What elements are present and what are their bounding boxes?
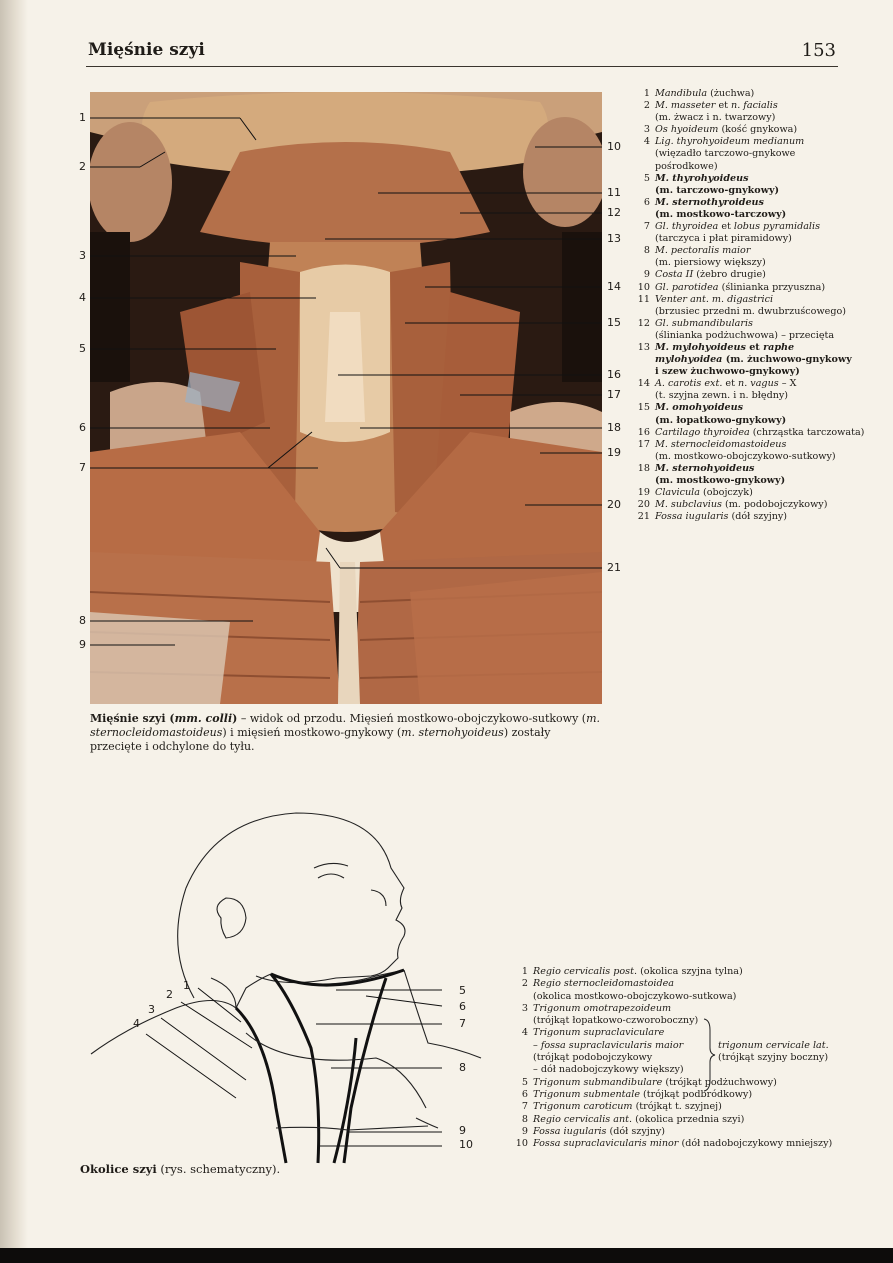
region-legend-line [512, 1138, 832, 1150]
legend-text-part: A. carotis ext. [655, 378, 723, 390]
legend-entry-text [655, 269, 766, 281]
legend-entry-line [628, 463, 864, 475]
legend-text-part: Mandibula [655, 88, 708, 99]
diagram-caption-rest: (rys. schematyczny). [156, 1162, 281, 1176]
legend-text-part: (m. mostkowo-gnykowy) [655, 475, 786, 486]
diagram-caption [80, 1162, 280, 1176]
legend-entry-number: 19 [637, 487, 650, 499]
legend-text-part: Clavicula [655, 487, 700, 499]
brace-label-polish: (trójkąt szyjny boczny) [718, 1052, 829, 1064]
legend-text-part: et [745, 341, 764, 353]
region-legend-text [533, 1064, 684, 1076]
legend-entry-number [628, 209, 655, 221]
legend-entry-number: 16 [637, 426, 650, 438]
legend-entry-number: 5 [643, 172, 650, 184]
legend-entry-number: 13 [637, 341, 650, 353]
legend-entry-text [655, 209, 786, 221]
legend-entry-text [655, 439, 786, 451]
region-legend-number [512, 1052, 533, 1064]
legend-entry-number: 11 [637, 293, 650, 305]
legend-entry-line [628, 511, 864, 523]
legend-text-part: M. subclavius [655, 499, 722, 511]
legend-text-part: (chrząstka tarczowata) [749, 426, 865, 438]
legend-entry-text [655, 282, 825, 294]
region-legend-text-part: Trigonum submentale [533, 1088, 640, 1100]
legend-entry-text [655, 318, 753, 330]
legend-entry-number [628, 390, 655, 402]
legend-entry-number: 17 [637, 438, 650, 450]
region-legend-line [512, 1101, 832, 1113]
legend-entry-text [655, 161, 718, 173]
legend-entry-number: 8 [643, 245, 650, 257]
region-legend-text-part: Regio sternocleidomastoidea [533, 978, 675, 990]
legend-entry-line [628, 475, 864, 487]
region-legend-text [533, 1040, 683, 1052]
legend-text-part: Lig. thyrohyoideum medianum [655, 136, 805, 148]
legend-text-part: n. vagus [738, 378, 779, 390]
region-legend-number [512, 991, 533, 1003]
legend-entry-line [628, 499, 864, 511]
region-legend-text [533, 1052, 652, 1064]
legend-entry-number [628, 415, 655, 427]
region-legend-text-part: Fossa supraclavicularis minor [533, 1138, 679, 1150]
diagram-label-10: 10 [459, 1138, 473, 1151]
legend-entry-line [628, 100, 864, 112]
legend-entry-line [628, 257, 864, 269]
region-legend-text [533, 1138, 832, 1150]
region-legend-line [512, 1027, 832, 1039]
region-legend-text [533, 1077, 777, 1089]
legend-text-part: Venter ant. m. digastrici [655, 293, 774, 305]
legend-entry-line [628, 427, 864, 439]
region-legend-line [512, 978, 832, 990]
legend-text-part: et [718, 221, 734, 233]
region-legend-text-part: (trójkąt podbródkowy) [640, 1088, 753, 1100]
caption-text-part: m. sternocleidomastoideus [90, 712, 601, 739]
legend-text-part: raphe [763, 341, 795, 353]
legend-entry-line [628, 112, 864, 124]
page-number: 153 [801, 40, 836, 61]
legend-entry-line [628, 378, 864, 390]
legend-entry-line [628, 197, 864, 209]
legend-text-part: M. sternocleidomastoideus [655, 438, 787, 450]
photo-callout-12: 12 [607, 206, 621, 219]
legend-text-part: (m. żuchwowo-gnykowy [722, 354, 852, 366]
region-legend-number: 1 [521, 966, 528, 977]
legend-entry-line [628, 294, 864, 306]
region-legend-text-part: Regio cervicalis post. [533, 966, 638, 977]
legend-entry-line [628, 402, 864, 414]
legend-entry-text [655, 354, 852, 366]
region-legend-text [533, 966, 743, 978]
region-legend-text-part: (okolica mostkowo-obojczykowo-sutkowa) [533, 990, 737, 1002]
region-legend-text-part: Trigonum submandibulare [533, 1076, 663, 1088]
caption-text-part: ) [232, 712, 238, 725]
legend-entry-text [655, 366, 800, 378]
caption-text-part: Mięśnie szyi ( [90, 712, 175, 725]
legend-entry-number: 4 [643, 136, 650, 148]
legend-entry-text [655, 233, 792, 245]
legend-entry-text [655, 415, 786, 427]
legend-text-part: (ślinianka podżuchwowa) – przecięta [655, 329, 835, 341]
legend-text-part: (żebro drugie) [693, 269, 766, 281]
photo-callout-14: 14 [607, 280, 621, 293]
legend-entry-text [655, 294, 773, 306]
legend-entry-text [655, 475, 785, 487]
legend-entry-line [628, 342, 864, 354]
legend-text-part: et [715, 100, 732, 112]
legend-entry-number [628, 330, 655, 342]
legend-entry-text [655, 427, 864, 439]
photo-callout-10: 10 [607, 140, 621, 153]
region-legend-number: 5 [521, 1076, 528, 1088]
legend-entry-line [628, 487, 864, 499]
page-title: Mięśnie szyi [88, 40, 205, 60]
legend-entry-text [655, 378, 796, 390]
region-legend-text [533, 1126, 665, 1138]
region-legend-line [512, 1114, 832, 1126]
legend-entry-number: 21 [637, 511, 650, 523]
legend-text-part: Gl. parotidea [655, 281, 719, 293]
caption-text-part: – widok od przodu. Mięsień mostkowo-obojczykowo-sutkowy ( [237, 712, 587, 725]
legend-text-part: (m. mostkowo-tarczowy) [655, 208, 787, 220]
diagram-label-1: 1 [183, 979, 190, 992]
legend-entry-line [628, 306, 864, 318]
brace-label [718, 1040, 829, 1065]
region-legend-number: 8 [521, 1113, 528, 1125]
caption-text-part: m. sternohyoideus [401, 726, 504, 739]
legend-entry-text [655, 112, 775, 124]
region-legend-line [512, 1126, 832, 1138]
legend-text-part: (m. mostkowo-obojczykowo-sutkowy) [655, 450, 836, 462]
region-legend-text-part: (trójkąt łopatkowo-czworoboczny) [533, 1015, 699, 1027]
legend-text-part: (m. podobojczykowy) [721, 499, 828, 511]
photo-callout-1: 1 [79, 111, 86, 124]
region-legend-text-part: Trigonum supraclaviculare [533, 1027, 665, 1039]
legend-text-part: – X [778, 378, 797, 390]
legend-text-part: Cartilago thyroidea [655, 426, 750, 438]
legend-entry-line [628, 148, 864, 160]
legend-text-part: pośrodkowe) [655, 160, 718, 172]
legend-entry-text [655, 148, 795, 160]
region-legend-text-part: Trigonum omotrapezoideum [533, 1002, 672, 1014]
legend-text-part: (kość gnykowa) [718, 124, 798, 136]
diagram-label-6: 6 [459, 1000, 466, 1013]
legend-entry-text [655, 499, 827, 511]
caption-text-part: ) i mięsień mostkowo-gnykowy ( [222, 726, 402, 739]
legend-entry-number: 14 [637, 378, 650, 390]
photo-legend [628, 88, 864, 523]
region-legend-text [533, 1015, 698, 1027]
diagram-label-9: 9 [459, 1124, 466, 1137]
photo-callout-13: 13 [607, 232, 621, 245]
legend-entry-number: 1 [643, 88, 650, 99]
legend-text-part: M. pectoralis maior [655, 245, 751, 257]
legend-entry-text [655, 124, 797, 136]
region-legend-text-part: (dół nadobojczykowy mniejszy) [678, 1138, 833, 1150]
region-legend-text [533, 1114, 744, 1126]
legend-entry-line [628, 269, 864, 281]
legend-entry-text [655, 451, 836, 463]
legend-entry-line [628, 451, 864, 463]
caption-text-part: ) zostały przecięte i odchylone do tyłu. [90, 726, 551, 753]
legend-text-part: (m. tarczowo-gnykowy) [655, 184, 780, 196]
legend-text-part: Gl. thyroidea [655, 221, 719, 233]
region-legend-text [533, 991, 736, 1003]
photo-callout-3: 3 [79, 249, 86, 262]
legend-text-part: Os hyoideum [655, 124, 719, 136]
photo-caption [90, 712, 602, 754]
legend-entry-line [628, 173, 864, 185]
legend-entry-number: 12 [637, 317, 650, 329]
legend-text-part: (tarczyca i płat piramidowy) [655, 233, 792, 245]
legend-entry-line [628, 124, 864, 136]
legend-entry-text [655, 390, 788, 402]
photo-callout-21: 21 [607, 561, 621, 574]
legend-entry-text [655, 306, 846, 318]
region-legend-text-part: (trójkąt podobojczykowy [533, 1052, 653, 1064]
legend-text-part: M. omohyoideus [655, 402, 744, 414]
diagram-label-3: 3 [148, 1003, 155, 1016]
legend-entry-line [628, 245, 864, 257]
region-legend-text-part: (okolica szyjna tylna) [637, 966, 743, 977]
region-legend-text-part: (trójkąt t. szyjnej) [632, 1101, 722, 1113]
legend-entry-line [628, 136, 864, 148]
legend-entry-number: 7 [643, 221, 650, 233]
legend-entry-text [655, 173, 749, 185]
region-legend-number [512, 1015, 533, 1027]
photo-callout-15: 15 [607, 316, 621, 329]
region-legend-number: 10 [515, 1138, 528, 1150]
legend-text-part: (brzusiec przedni m. dwubrzuścowego) [655, 305, 847, 317]
legend-entry-number: 3 [643, 124, 650, 136]
legend-entry-number [628, 451, 655, 463]
legend-text-part: (t. szyjna zewn. i n. błędny) [655, 390, 789, 402]
region-legend-line [512, 991, 832, 1003]
photo-callout-18: 18 [607, 421, 621, 434]
legend-entry-text [655, 257, 766, 269]
photo-callout-2: 2 [79, 160, 86, 173]
region-legend-number [512, 1064, 533, 1076]
region-legend-text-part: – dół nadobojczykowy większy) [533, 1064, 684, 1076]
region-legend-number: 4 [521, 1027, 528, 1039]
legend-text-part: i szew żuchwowo-gnykowy) [655, 366, 800, 378]
legend-text-part: (dół szyjny) [728, 511, 788, 523]
diagram-caption-title: Okolice szyi [80, 1162, 157, 1176]
legend-entry-number: 9 [643, 269, 650, 281]
legend-text-part: (więzadło tarczowo-gnykowe [655, 148, 796, 160]
region-legend-text-part: (trójkąt podżuchwowy) [662, 1076, 777, 1088]
photo-callout-17: 17 [607, 388, 621, 401]
legend-entry-number [628, 354, 655, 366]
legend-entry-text [655, 463, 754, 475]
legend-text-part: (ślinianka przyuszna) [718, 281, 826, 293]
legend-text-part: (obojczyk) [699, 487, 753, 499]
region-legend-line [512, 1089, 832, 1101]
legend-entry-line [628, 282, 864, 294]
legend-entry-text [655, 487, 753, 499]
legend-entry-number [628, 148, 655, 160]
diagram-label-2: 2 [166, 988, 173, 1001]
photo-callout-20: 20 [607, 498, 621, 511]
legend-text-part: n. facialis [731, 100, 778, 112]
legend-text-part: lobus pyramidalis [733, 221, 820, 233]
diagram-label-5: 5 [459, 984, 466, 997]
legend-entry-line [628, 366, 864, 378]
legend-entry-number [628, 366, 655, 378]
legend-text-part: Fossa iugularis [655, 511, 729, 523]
region-legend-text [533, 978, 674, 990]
photo-callout-7: 7 [79, 461, 86, 474]
legend-entry-line [628, 209, 864, 221]
region-legend-text-part: Trigonum caroticum [533, 1101, 633, 1113]
legend-brace [702, 1018, 716, 1092]
legend-entry-text [655, 88, 754, 100]
legend-entry-number [628, 257, 655, 269]
region-legend-number: 6 [521, 1088, 528, 1100]
region-legend-number [512, 1040, 533, 1052]
photo-callout-5: 5 [79, 342, 86, 355]
region-legend-line [512, 966, 832, 978]
legend-entry-number [628, 233, 655, 245]
legend-text-part: Costa II [655, 269, 694, 281]
legend-entry-text [655, 100, 778, 112]
legend-text-part: (żuchwa) [707, 88, 755, 99]
legend-entry-number: 6 [643, 196, 650, 208]
region-legend-text-part: (dół szyjny) [606, 1125, 666, 1137]
legend-entry-number: 10 [637, 281, 650, 293]
legend-entry-number [628, 475, 655, 487]
diagram-label-4: 4 [133, 1017, 140, 1030]
legend-entry-number [628, 306, 655, 318]
legend-entry-line [628, 221, 864, 233]
legend-entry-text [655, 197, 764, 209]
legend-entry-text [655, 245, 750, 257]
legend-entry-line [628, 390, 864, 402]
photo-callout-11: 11 [607, 186, 621, 199]
legend-entry-number: 15 [637, 402, 650, 414]
neck-regions-diagram [86, 808, 486, 1168]
legend-entry-line [628, 330, 864, 342]
legend-entry-line [628, 233, 864, 245]
legend-entry-line [628, 161, 864, 173]
region-legend-line [512, 1003, 832, 1015]
region-legend-line [512, 1077, 832, 1089]
legend-text-part: mylohyoidea [655, 354, 723, 366]
region-legend-text [533, 1089, 752, 1101]
diagram-label-8: 8 [459, 1061, 466, 1074]
region-legend-number: 9 [521, 1125, 528, 1137]
region-legend-line [512, 1064, 832, 1076]
legend-entry-line [628, 439, 864, 451]
legend-entry-number: 18 [637, 462, 650, 474]
legend-text-part: (m. żwacz i n. twarzowy) [655, 112, 776, 124]
legend-text-part: M. sternohyoideus [655, 462, 755, 474]
region-legend-text-part: (okolica przednia szyi) [632, 1113, 745, 1125]
legend-entry-text [655, 511, 787, 523]
legend-text-part: M. thyrohyoideus [655, 172, 749, 184]
region-legend-number: 7 [521, 1101, 528, 1113]
region-legend-text-part: Fossa iugularis [533, 1125, 607, 1137]
legend-text-part: et [722, 378, 739, 390]
brace-label-latin: trigonum cervicale lat. [718, 1040, 829, 1051]
region-legend-line [512, 1015, 832, 1027]
region-legend-text [533, 1101, 722, 1113]
legend-entry-number [628, 161, 655, 173]
photo-callout-8: 8 [79, 614, 86, 627]
legend-text-part: (m. łopatkowo-gnykowy) [655, 414, 787, 426]
region-legend-text [533, 1027, 664, 1039]
legend-entry-line [628, 415, 864, 427]
legend-entry-text [655, 136, 804, 148]
legend-entry-number: 20 [637, 499, 650, 511]
caption-text-part: mm. colli [174, 712, 233, 725]
region-legend-text-part: fossa supraclavicularis maior [540, 1039, 684, 1051]
legend-entry-number [628, 185, 655, 197]
legend-text-part: M. sternothyroideus [655, 196, 764, 208]
photo-callout-9: 9 [79, 638, 86, 651]
region-legend-text-part: – [533, 1039, 541, 1051]
legend-entry-line [628, 354, 864, 366]
legend-text-part: M. masseter [655, 100, 716, 112]
legend-text-part: (m. piersiowy większy) [655, 257, 766, 269]
photo-callout-16: 16 [607, 368, 621, 381]
region-legend-number: 2 [521, 978, 528, 990]
legend-entry-text [655, 330, 834, 342]
photo-callout-6: 6 [79, 421, 86, 434]
photo-callout-4: 4 [79, 291, 86, 304]
legend-entry-number [628, 112, 655, 124]
photo-callout-19: 19 [607, 446, 621, 459]
legend-text-part: M. mylohyoideus [655, 341, 746, 353]
legend-entry-text [655, 185, 779, 197]
legend-entry-text [655, 221, 820, 233]
legend-entry-line [628, 318, 864, 330]
region-legend-text-part: Regio cervicalis ant. [533, 1113, 633, 1125]
region-legend-text [533, 1003, 671, 1015]
diagram-label-7: 7 [459, 1017, 466, 1030]
legend-entry-number: 2 [643, 100, 650, 112]
legend-entry-text [655, 402, 743, 414]
region-legend-number: 3 [521, 1002, 528, 1014]
legend-text-part: Gl. submandibularis [655, 317, 753, 329]
legend-entry-line [628, 88, 864, 100]
legend-entry-text [655, 342, 794, 354]
legend-entry-line [628, 185, 864, 197]
